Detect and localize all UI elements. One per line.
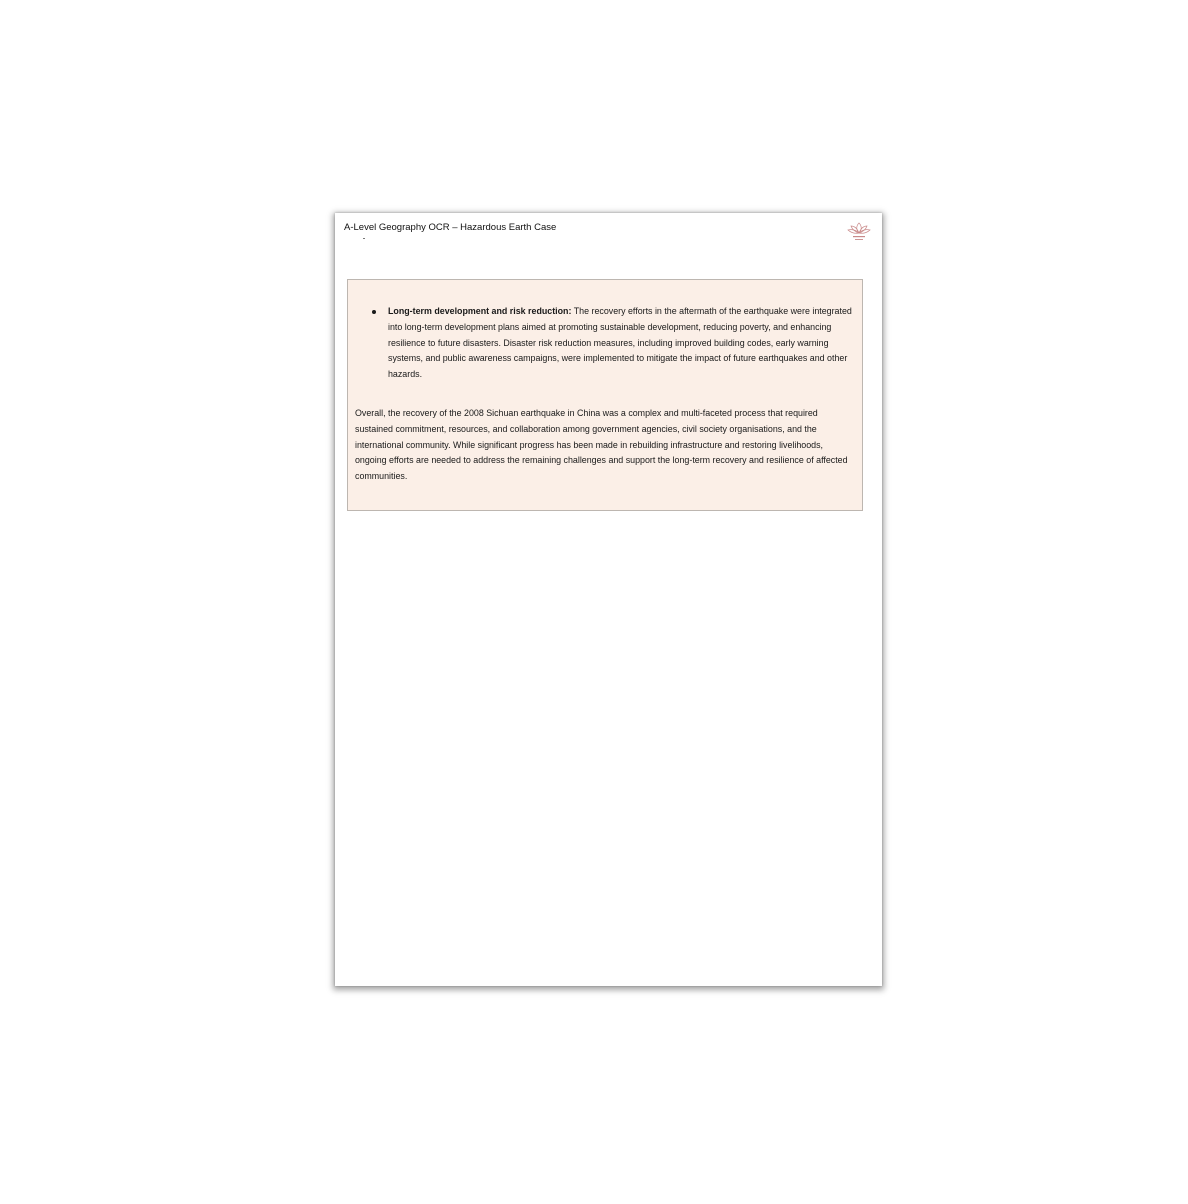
bullet-body-text: The recovery efforts in the aftermath of the earthquake were integrated into long-term development plans aimed at promoting sustainable development, reducing poverty, and enhancing resilience to future disasters. Disaster risk reduction measures, including improved building codes, early warning systems, and public awareness campaigns, were implemented to mitigate the impact of future earthquakes and other hazards. [388,306,852,380]
summary-paragraph: Overall, the recovery of the 2008 Sichuan earthquake in China was a complex and multi-faceted process that required sustained commitment, resources, and collaboration among government agencies, civil society organisations, and the international community. While significant progress has been made in rebuilding infrastructure and restoring livelihoods, ongoing efforts are needed to address the remaining challenges and support the long-term recovery and resilience of affected communities. [355,408,848,482]
list-item [388,304,852,383]
header-mark [363,238,365,239]
case-study-box [347,279,863,511]
lotus-logo-icon [846,219,872,245]
document-page [335,213,882,986]
bullet-list [348,304,852,383]
bullet-icon [372,310,376,314]
bullet-lead-text: Long-term development and risk reduction: [388,306,572,316]
page-header-title: A-Level Geography OCR – Hazardous Earth Case [344,222,557,233]
lotus-logo-graphic [846,219,872,245]
